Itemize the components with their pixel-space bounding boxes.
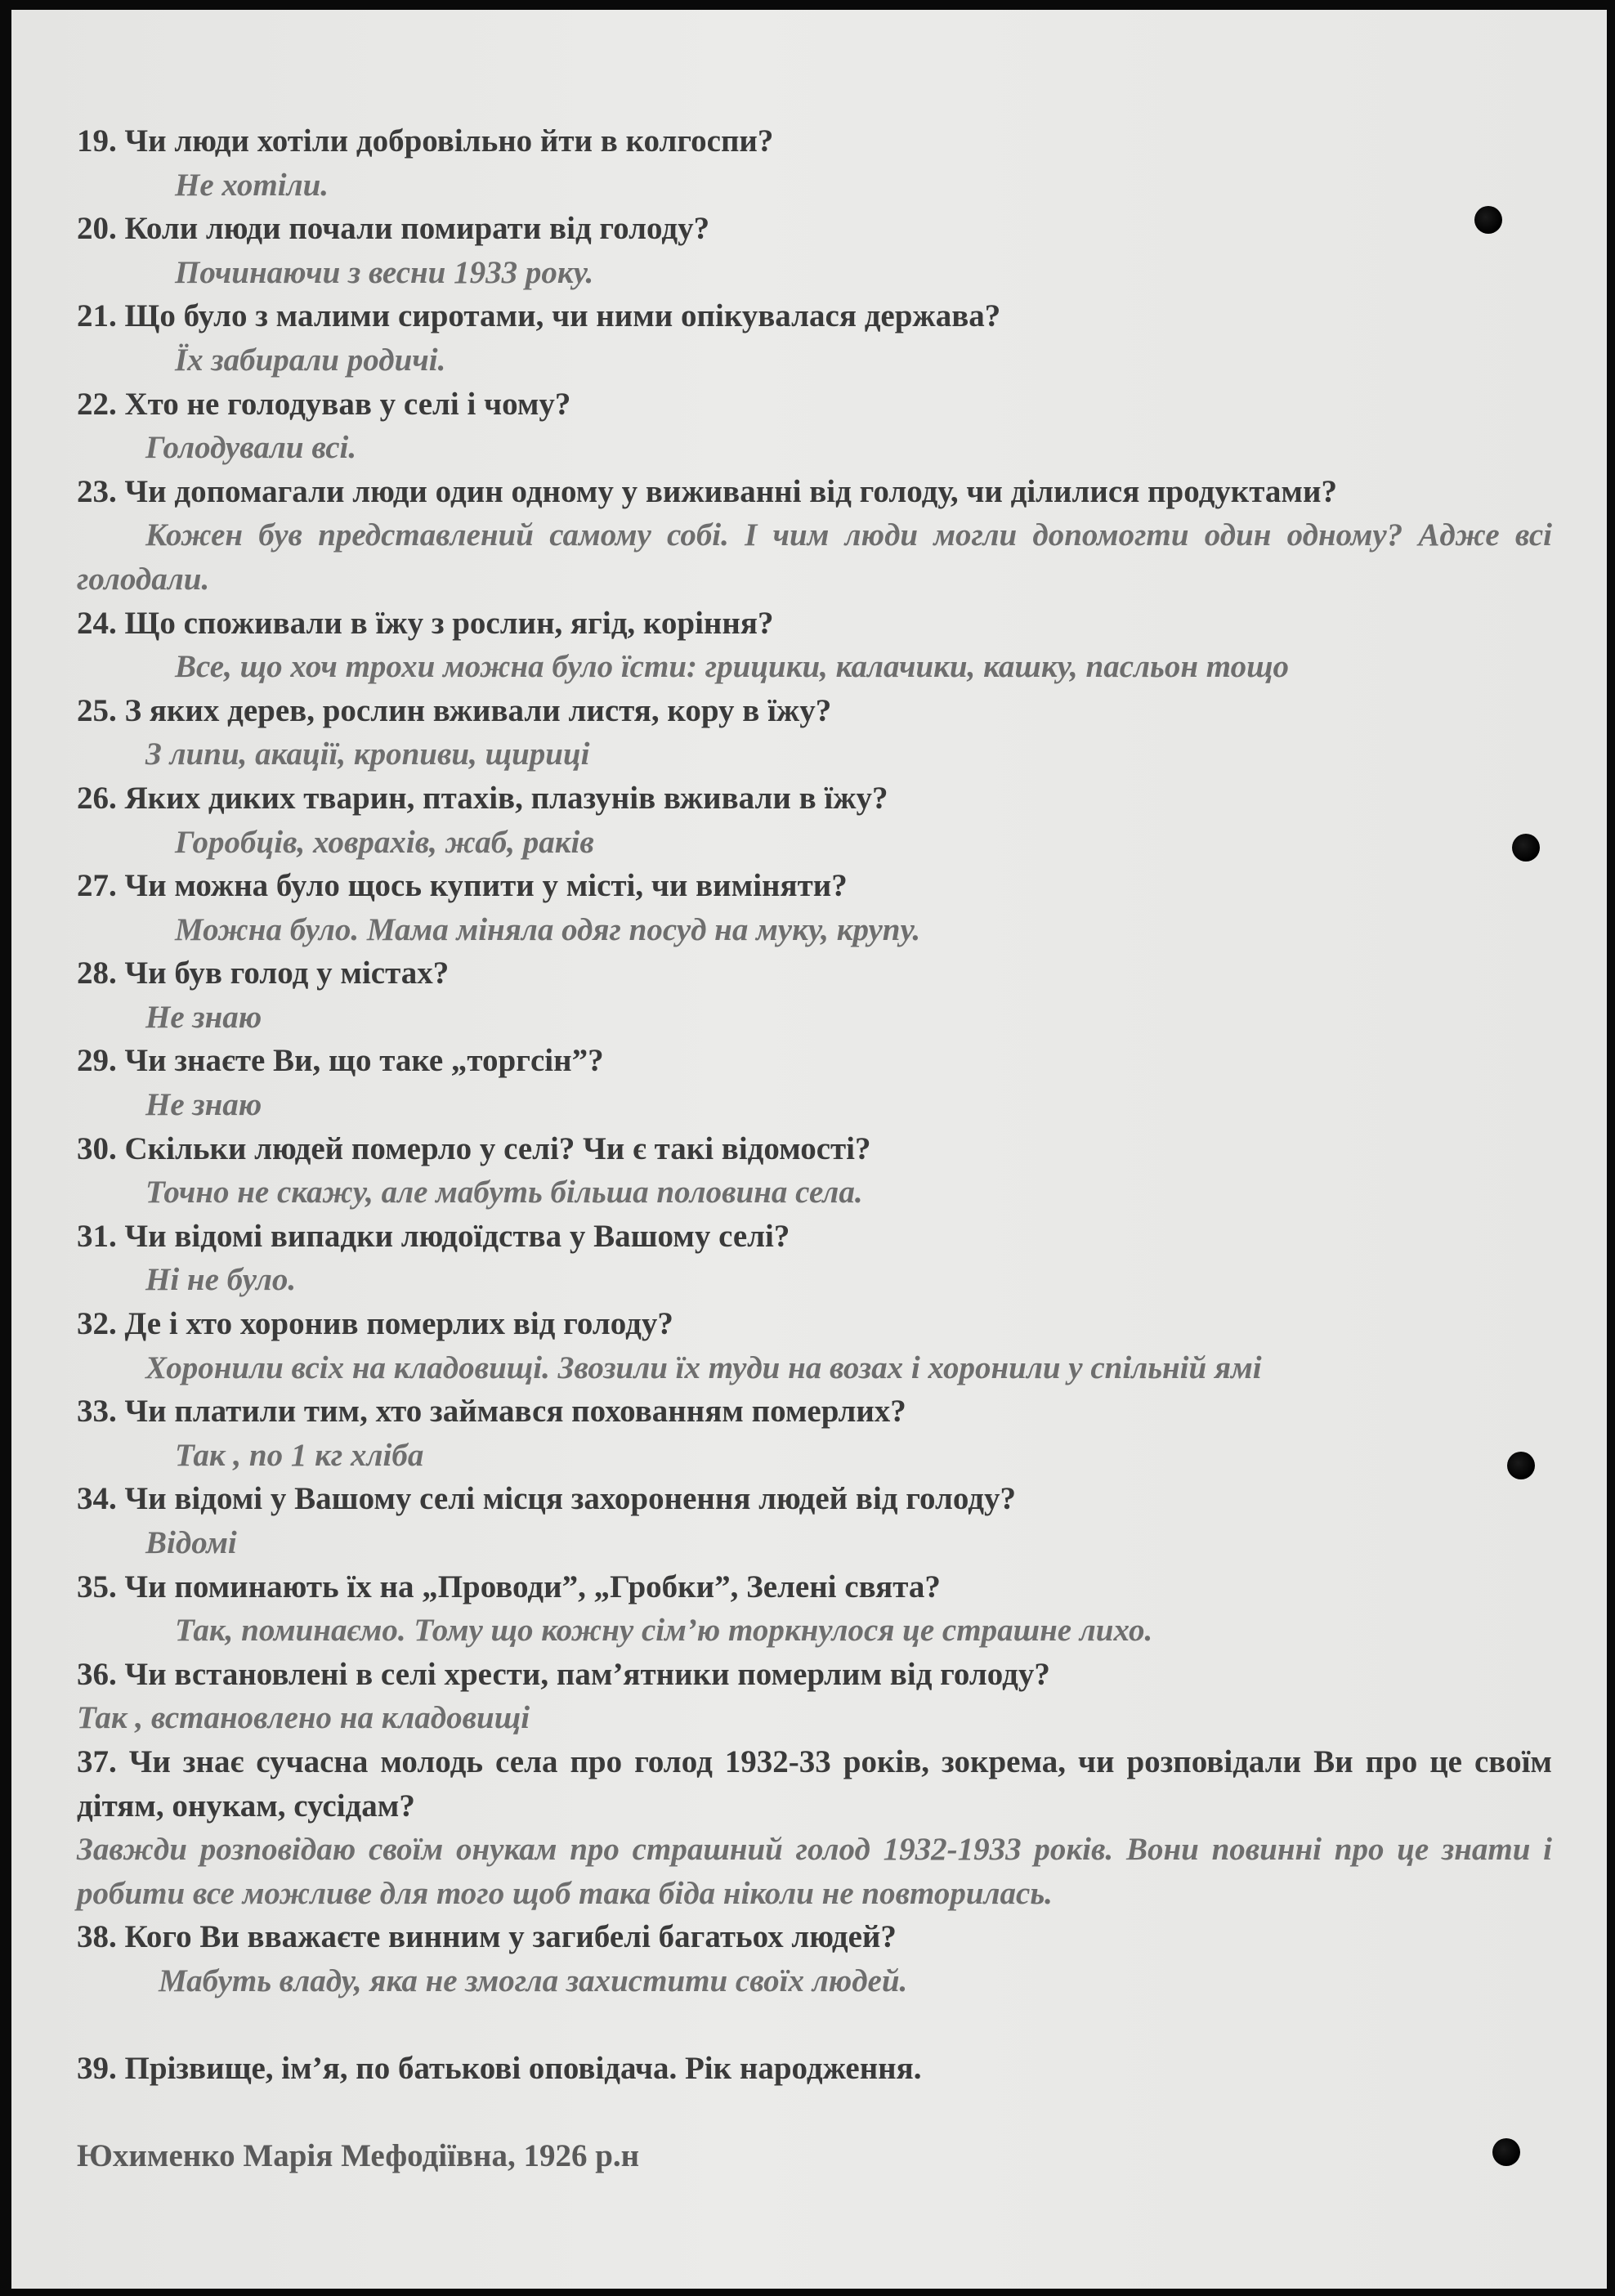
answer-22: Голодували всі. bbox=[145, 430, 357, 466]
spacer bbox=[77, 2003, 1552, 2048]
answer-23: Кожен був представлений самому собі. І чим люди могли допомогти один одному? Адже всі голодали. bbox=[77, 517, 1552, 597]
question-19: 19. Чи люди хотіли добровільно йти в колгоспи? bbox=[77, 123, 774, 159]
question-38: 38. Кого Ви вважаєте винним у загибелі багатьох людей? bbox=[77, 1919, 897, 1955]
answer-38: Мабуть владу, яка не змогла захистити своїх людей. bbox=[159, 1963, 908, 1998]
answer-36: Так , встановлено на кладовищі bbox=[77, 1700, 530, 1736]
answer-29: Не знаю bbox=[145, 1087, 262, 1123]
answer-21: Їх забирали родичі. bbox=[175, 342, 446, 378]
spacer bbox=[77, 2091, 1552, 2135]
answer-20: Починаючи з весни 1933 року. bbox=[175, 254, 594, 290]
answer-30: Точно не скажу, але мабуть більша половина села. bbox=[145, 1175, 863, 1211]
answer-26: Горобців, ховрахів, жаб, раків bbox=[175, 824, 594, 860]
question-24: 24. Що споживали в їжу з рослин, ягід, коріння? bbox=[77, 605, 774, 641]
answer-25: З липи, акації, кропиви, щириці bbox=[145, 736, 590, 772]
question-25: 25. З яких дерев, рослин вживали листя, кору в їжу? bbox=[77, 692, 832, 728]
answer-28: Не знаю bbox=[145, 999, 262, 1035]
answer-33: Так , по 1 кг хліба bbox=[175, 1437, 424, 1473]
answer-37: Завжди розповідаю своїм онукам про страшний голод 1932-1933 років. Вони повинні про це знати і робити все можливе для того щоб така біда ніколи не повторилась. bbox=[77, 1832, 1552, 1911]
question-27: 27. Чи можна було щось купити у місті, чи виміняти? bbox=[77, 868, 848, 904]
question-23: 23. Чи допомагали люди один одному у виживанні від голоду, чи ділилися продуктами? bbox=[77, 473, 1337, 509]
answer-31: Ні не було. bbox=[145, 1262, 297, 1298]
answer-27: Можна було. Мама міняла одяг посуд на муку, крупу. bbox=[175, 911, 921, 947]
question-34: 34. Чи відомі у Вашому селі місця захоронення людей від голоду? bbox=[77, 1481, 1016, 1517]
question-28: 28. Чи був голод у містах? bbox=[77, 956, 450, 991]
answer-34: Відомі bbox=[145, 1525, 237, 1560]
question-30: 30. Скільки людей померло у селі? Чи є такі відомості? bbox=[77, 1130, 871, 1166]
question-21: 21. Що було з малими сиротами, чи ними опікувалася держава? bbox=[77, 298, 1001, 334]
answer-35: Так, поминаємо. Тому що кожну сім’ю торкнулося це страшне лихо. bbox=[175, 1613, 1153, 1649]
question-31: 31. Чи відомі випадки людоїдства у Вашому селі? bbox=[77, 1218, 790, 1254]
question-20: 20. Коли люди почали помирати від голоду? bbox=[77, 211, 710, 247]
narrator-name: Юхименко Марія Мефодіївна, 1926 р.н bbox=[77, 2138, 640, 2174]
questionnaire-text bbox=[77, 119, 1552, 2178]
answer-24: Все, що хоч трохи можна було їсти: грицики, калачики, кашку, пасльон тощо bbox=[175, 649, 1290, 685]
question-37: 37. Чи знає сучасна молодь села про голод 1932-33 років, зокрема, чи розповідали Ви про це своїм дітям, онукам, сусідам? bbox=[77, 1743, 1552, 1824]
question-22: 22. Хто не голодував у селі і чому? bbox=[77, 386, 571, 422]
question-32: 32. Де і хто хоронив померлих від голоду? bbox=[77, 1306, 673, 1342]
answer-32: Хоронили всіх на кладовищі. Звозили їх туди на возах і хоронили у спільній ямі bbox=[145, 1349, 1262, 1385]
answer-19: Не хотіли. bbox=[175, 167, 329, 203]
question-39: 39. Прізвище, ім’я, по батькові оповідача. Рік народження. bbox=[77, 2051, 922, 2087]
document-page bbox=[11, 10, 1607, 2289]
question-29: 29. Чи знаєте Ви, що таке „торгсін”? bbox=[77, 1043, 604, 1079]
question-33: 33. Чи платили тим, хто займався похованням померлих? bbox=[77, 1394, 906, 1430]
question-26: 26. Яких диких тварин, птахів, плазунів вживали в їжу? bbox=[77, 780, 888, 816]
question-35: 35. Чи поминають їх на „Проводи”, „Гробки”, Зелені свята? bbox=[77, 1569, 941, 1605]
question-36: 36. Чи встановлені в селі хрести, пам’ятники померлим від голоду? bbox=[77, 1656, 1050, 1692]
